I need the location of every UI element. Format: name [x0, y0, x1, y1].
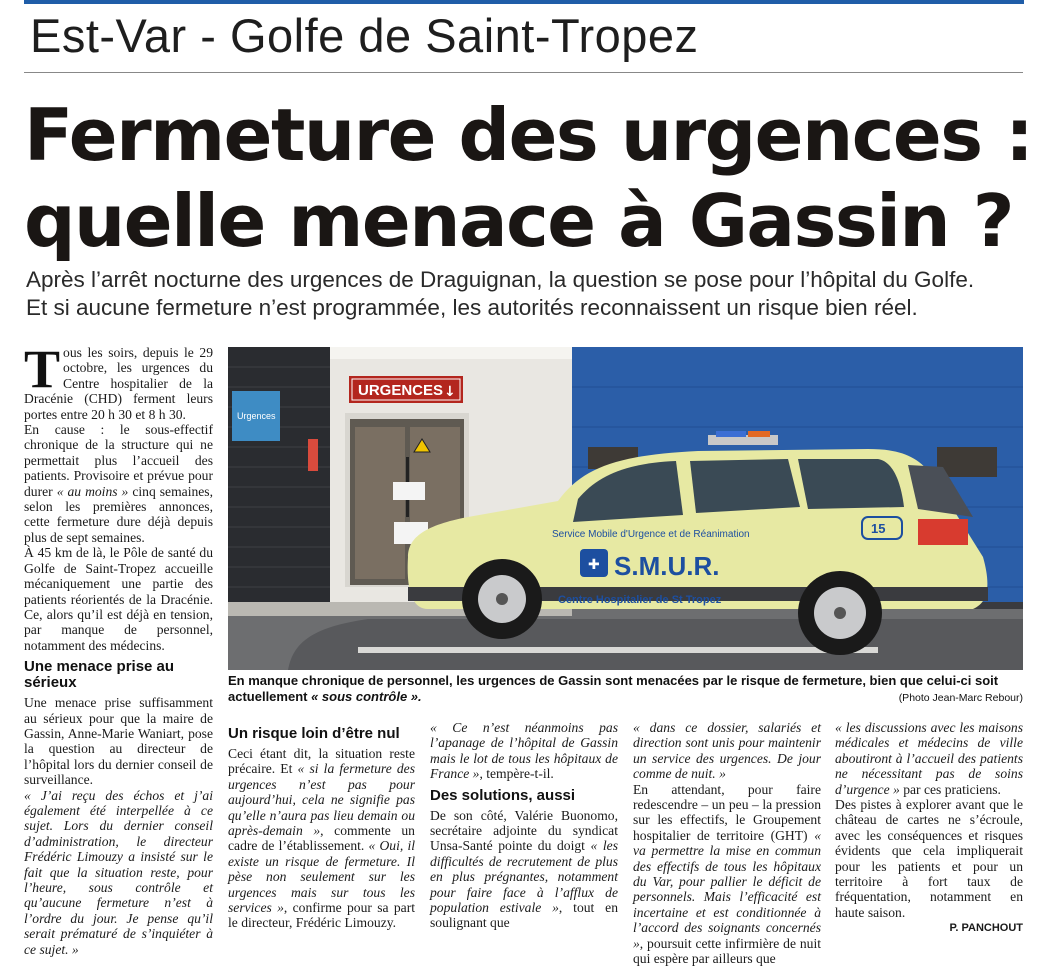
subheading-risque: Un risque loin d’être nul — [228, 725, 400, 742]
photo-credit: (Photo Jean-Marc Rebour) — [898, 692, 1023, 704]
quote-text: « J’ai reçu des échos et j’ai également été interpellée à ce sujet. Lors du dernier conseil d’administration, le directeur Frédéric Limouzy a insisté sur le fait que la situation reste, pour l’heure, sous contrôle et qu’aucune fermeture n’est à l’ordre du jour. Je pense qu’il serait prématuré de s’inquiéter à ce sujet. » — [24, 787, 213, 957]
medical-logo-icon: ✚ — [588, 557, 600, 573]
paragraph-text: En cause : le sous-effectif chronique de la structure qui ne permettait plus l’accueil des patients. Provisoire et prévue pour durer — [24, 422, 213, 499]
article-column-5 — [835, 720, 1023, 937]
quote-text: « Oui, il existe un risque de fermeture. Il pèse non seulement sur les urgences mais sur tous les services » — [228, 838, 415, 916]
quote-text: « dans ce dossier, salariés et direction sont unis pour maintenir un service des urgences. De jour comme de nuit. » — [633, 720, 821, 782]
paragraph-text: En attendant, pour faire redescendre – un peu – la pression sur les effectifs, le Groupement hospitalier de territoire (GHT) — [633, 781, 821, 843]
photo-caption — [228, 673, 1023, 705]
paragraph — [228, 746, 415, 931]
headline-line-1: Fermeture des urgences : — [24, 93, 1033, 177]
headline — [24, 92, 1034, 264]
standfirst-line-2: Et si aucune fermeture n’est programmée, les autorités reconnaissent un risque bien réel. — [26, 295, 918, 320]
paragraph-text: cinq semaines, selon les premières annonces, cette fermeture dure déjà depuis plus de sept semaines. — [24, 483, 213, 545]
paragraph-text: par ces praticiens. — [899, 781, 1001, 797]
paragraph-text: Ceci étant dit, la situation reste précaire. Et — [228, 746, 415, 777]
top-accent-bar — [24, 0, 1024, 4]
subheading-solutions: Des solutions, aussi — [430, 786, 576, 804]
article-photo — [228, 347, 1023, 670]
caption-text: En manque chronique de personnel, les urgences de Gassin sont menacées par le risque de fermeture, bien que celui-ci soit actuellement — [228, 673, 999, 704]
standfirst-line-1: Après l’arrêt nocturne des urgences de Draguignan, la question se pose pour l’hôpital du Golfe. — [26, 267, 975, 292]
article-column-2 — [228, 720, 415, 931]
urgences-sign-text: URGENCES — [358, 382, 444, 399]
van-hospital-text: Centre Hospitalier de St Tropez — [558, 594, 722, 606]
intro-text: ous les soirs, depuis le 29 octobre, les urgences du Centre hospitalier de la Dracénie (CHD) ferment leurs portes entre 20 h 30 et 8 h 30. — [24, 345, 213, 422]
quote-text: « va permettre la mise en commun des effectifs de tous les hôpitaux du Var, pour pallier le déficit de personnels. Mais l’efficacité est incertaine et est conditionnée à l’accord des soignants concernés » — [633, 827, 821, 951]
paragraph — [633, 782, 821, 967]
paragraph — [24, 422, 213, 545]
section-divider — [24, 72, 1023, 73]
paragraph-text: De son côté, Valérie Buonomo, secrétaire adjointe du syndicat Unsa-Santé pointe du doigt — [430, 807, 618, 854]
paragraph-text: , confirme pour sa part le directeur, Frédéric Limouzy. — [228, 900, 416, 931]
paragraph: À 45 km de là, le Pôle de santé du Golfe de Saint-Tropez accueille mécaniquement une partie des patients réorientés de la Dracénie. Ce, alors qu’il est déjà en tension, par manque de personnel, notamment des médecins. — [24, 545, 213, 653]
article-column-1 — [24, 339, 213, 957]
article-column-3 — [430, 720, 618, 931]
quote-text: « les difficultés de recrutement de plus en plus prégnantes, notamment pour faire face à l’afflux de population estivale » — [430, 838, 618, 916]
paragraph-text: , tout en soulignant que — [430, 900, 618, 931]
intro-paragraph — [24, 339, 213, 422]
headline-line-2: quelle menace à Gassin ? — [24, 179, 1013, 263]
article-column-4 — [633, 720, 821, 967]
quote-paragraph — [24, 788, 213, 957]
paragraph-text: , commente un cadre de l’établissement. — [228, 823, 415, 854]
paragraph: Une menace prise suffisamment au sérieux pour que la maire de Gassin, Anne-Marie Waniart, pose la question au directeur de l’hôpital lors du dernier conseil de surveillance. — [24, 695, 213, 788]
van-smur-logo: S.M.U.R. — [614, 551, 720, 581]
quote-text: « les discussions avec les maisons médicales et médecins de ville aboutiront à l’accueil des patients ne nécessitant pas de soins d’urgence » — [835, 720, 1023, 797]
paragraph-text: , poursuit cette infirmière de nuit qui espère par ailleurs que — [633, 935, 821, 967]
van-service-text: Service Mobile d'Urgence et de Réanimation — [552, 529, 750, 540]
author-signature: P. PANCHOUT — [949, 922, 1023, 935]
subheading-menace: Une menace prise au sérieux — [24, 658, 175, 692]
paragraph: Des pistes à explorer avant que le château de cartes ne s’écroule, avec les conséquences et risques évidents que cela impliquerait pour les patients et pour un territoire à fort taux de fréquentation, notamment en haute saison. — [835, 797, 1023, 920]
paragraph — [835, 720, 1023, 797]
quote-text: « si la fermeture des urgences n’est pas pour aujourd’hui, cela ne signifie pas qu’elle n’aura pas lieu demain ou après-demain » — [228, 761, 415, 839]
smur-vehicle-photo — [228, 347, 1023, 670]
van-badge-15: 15 — [871, 521, 886, 536]
urgences-arrow: ↓ — [444, 384, 456, 400]
caption-quote: « sous contrôle ». — [311, 689, 422, 704]
quote-text: « au moins » — [56, 483, 129, 499]
section-title: Est-Var - Golfe de Saint-Tropez — [30, 9, 699, 62]
quote-text: « Ce n’est néanmoins pas l’apanage de l’hôpital de Gassin mais le lot de tous les hôpitaux de France » — [430, 720, 618, 782]
paragraph — [430, 808, 618, 931]
wall-sign-text: Urgences — [237, 411, 276, 421]
paragraph — [633, 720, 821, 782]
paragraph — [430, 720, 618, 782]
drop-cap: T — [24, 339, 61, 399]
paragraph-text: , tempère-t-il. — [479, 766, 554, 782]
standfirst — [26, 266, 1026, 322]
